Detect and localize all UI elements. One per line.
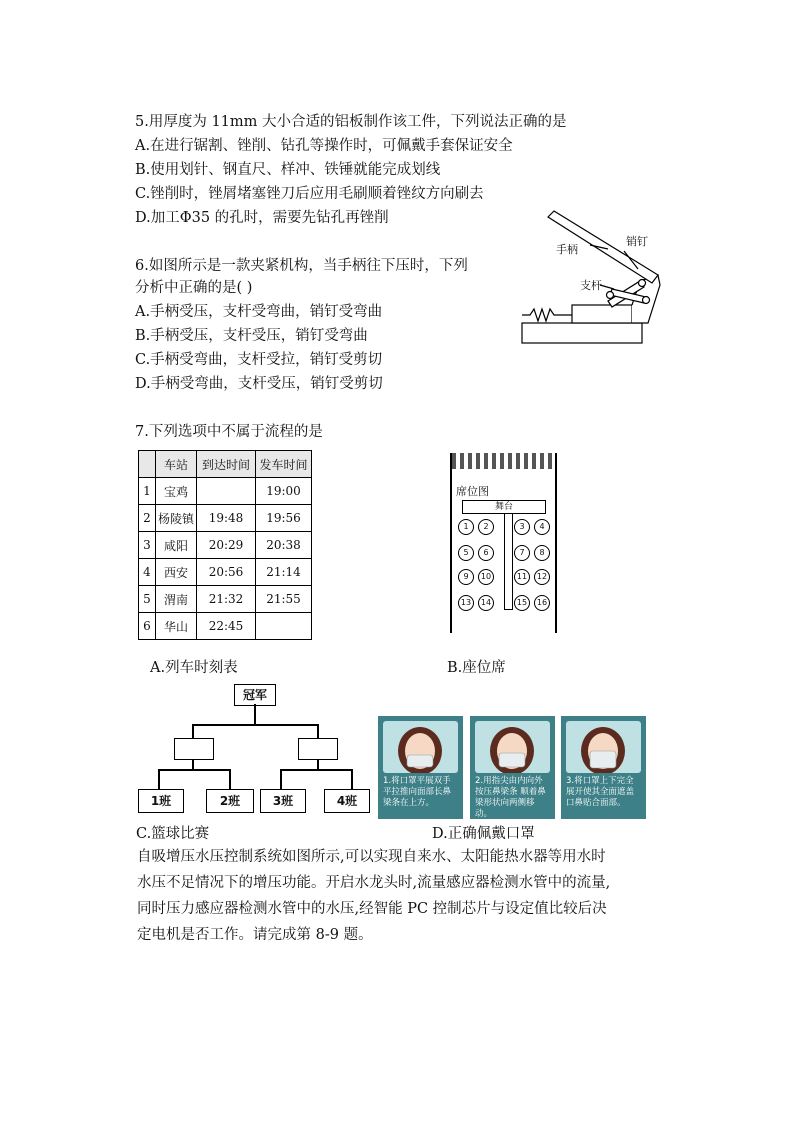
seat: 1 bbox=[458, 519, 474, 535]
q5-option-d: D.加工Φ35 的孔时，需要先钻孔再锉削 bbox=[135, 210, 389, 226]
seat: 2 bbox=[478, 519, 494, 535]
clamp-mechanism-drawing bbox=[520, 205, 670, 345]
q5-stem: 5.用厚度为 11mm 大小合适的铝板制作该工件，下列说法正确的是 bbox=[135, 114, 567, 130]
curtain bbox=[452, 453, 555, 469]
table-cell bbox=[197, 478, 256, 505]
table-row bbox=[139, 586, 312, 613]
label-rod: 支杆 bbox=[580, 279, 602, 292]
passage-line: 定电机是否工作。请完成第 8-9 题。 bbox=[137, 927, 373, 943]
mask-step-2: 2.用指尖由内向外按压鼻梁条 顺着鼻梁形状向两侧移动。 bbox=[475, 776, 546, 819]
table-cell: 20:29 bbox=[197, 532, 256, 559]
table-cell: 1 bbox=[139, 478, 156, 505]
seat: 5 bbox=[458, 545, 474, 561]
team-box-3: 3班 bbox=[260, 789, 306, 813]
stage: 舞台 bbox=[462, 500, 546, 514]
passage-line: 自吸增压水压控制系统如图所示,可以实现自来水、太阳能热水器等用水时 bbox=[137, 849, 606, 865]
seat: 3 bbox=[514, 519, 530, 535]
table-cell: 宝鸡 bbox=[156, 478, 197, 505]
team-box-1: 1班 bbox=[138, 789, 184, 813]
table-cell: 5 bbox=[139, 586, 156, 613]
table-cell: 22:45 bbox=[197, 613, 256, 640]
q6-option-c: C.手柄受弯曲，支杆受拉，销钉受剪切 bbox=[135, 352, 383, 368]
table-cell: 咸阳 bbox=[156, 532, 197, 559]
tournament-bracket bbox=[136, 684, 372, 820]
seat: 14 bbox=[478, 595, 494, 611]
seat-chart bbox=[450, 453, 557, 633]
table-cell: 6 bbox=[139, 613, 156, 640]
label-handle: 手柄 bbox=[556, 243, 578, 256]
table-cell: 2 bbox=[139, 505, 156, 532]
passage-line: 同时压力感应器检测水管中的水压,经智能 PC 控制芯片与设定值比较后决 bbox=[137, 901, 607, 917]
table-cell: 21:55 bbox=[256, 586, 312, 613]
table-cell bbox=[256, 613, 312, 640]
passage-line: 水压不足情况下的增压功能。开启水龙头时,流量感应器检测水管中的流量, bbox=[137, 875, 611, 891]
caption-b: B.座位席 bbox=[447, 660, 506, 676]
table-cell: 19:48 bbox=[197, 505, 256, 532]
q5-option-b: B.使用划针、钢直尺、样冲、铁锤就能完成划线 bbox=[135, 162, 441, 178]
seat: 16 bbox=[534, 595, 550, 611]
mask-step-panel-2 bbox=[470, 716, 555, 819]
table-cell: 华山 bbox=[156, 613, 197, 640]
table-cell: 3 bbox=[139, 532, 156, 559]
face-icon bbox=[475, 721, 550, 773]
mask-step-3: 3.将口罩上下完全展开使其全面遮盖口鼻贴合面部。 bbox=[566, 776, 635, 808]
team-box-2: 2班 bbox=[206, 789, 254, 813]
table-cell: 19:56 bbox=[256, 505, 312, 532]
seat: 10 bbox=[478, 569, 494, 585]
table-cell: 4 bbox=[139, 559, 156, 586]
label-pin: 销钉 bbox=[626, 235, 648, 248]
table-row bbox=[139, 532, 312, 559]
mask-face-image bbox=[566, 721, 641, 773]
train-timetable bbox=[138, 450, 312, 640]
table-cell: 21:32 bbox=[197, 586, 256, 613]
table-cell: 20:38 bbox=[256, 532, 312, 559]
table-header: 发车时间 bbox=[256, 451, 312, 478]
table-header: 到达时间 bbox=[197, 451, 256, 478]
table-row bbox=[139, 559, 312, 586]
table-cell: 杨陵镇 bbox=[156, 505, 197, 532]
seat: 8 bbox=[534, 545, 550, 561]
face-icon bbox=[566, 721, 641, 773]
q6-option-d: D.手柄受弯曲，支杆受压，销钉受剪切 bbox=[135, 376, 383, 392]
seat-chart-title: 席位图 bbox=[456, 485, 489, 498]
seat: 7 bbox=[514, 545, 530, 561]
semifinal-box-right bbox=[298, 738, 338, 760]
seat: 6 bbox=[478, 545, 494, 561]
table-cell: 19:00 bbox=[256, 478, 312, 505]
table-cell: 20:56 bbox=[197, 559, 256, 586]
table-row bbox=[139, 613, 312, 640]
table-cell: 21:14 bbox=[256, 559, 312, 586]
seat: 4 bbox=[534, 519, 550, 535]
seat: 11 bbox=[514, 569, 530, 585]
q6-stem-line1: 6.如图所示是一款夹紧机构，当手柄往下压时，下列 bbox=[135, 258, 468, 274]
mask-step-1: 1.将口罩平展双手平拉推向面部长鼻梁条在上方。 bbox=[383, 776, 452, 808]
semifinal-box-left bbox=[174, 738, 214, 760]
seat: 15 bbox=[514, 595, 530, 611]
caption-d: D.正确佩戴口罩 bbox=[432, 826, 535, 842]
seat: 9 bbox=[458, 569, 474, 585]
q6-stem-line2: 分析中正确的是( ) bbox=[135, 280, 253, 296]
face-icon bbox=[383, 721, 458, 773]
caption-c: C.篮球比赛 bbox=[136, 826, 210, 842]
table-header bbox=[139, 451, 156, 478]
mask-face-image bbox=[383, 721, 458, 773]
team-box-4: 4班 bbox=[324, 789, 370, 813]
q6-option-a: A.手柄受压，支杆受弯曲，销钉受弯曲 bbox=[135, 304, 383, 320]
q5-option-a: A.在进行锯割、锉削、钻孔等操作时，可佩戴手套保证安全 bbox=[135, 138, 513, 154]
champion-box: 冠军 bbox=[234, 684, 276, 706]
table-row bbox=[139, 478, 312, 505]
table-cell: 渭南 bbox=[156, 586, 197, 613]
passage bbox=[137, 844, 677, 948]
table-header: 车站 bbox=[156, 451, 197, 478]
table-cell: 西安 bbox=[156, 559, 197, 586]
q7-stem: 7.下列选项中不属于流程的是 bbox=[135, 424, 323, 440]
clamp-mechanism-figure bbox=[520, 205, 670, 345]
mask-step-panel-1 bbox=[378, 716, 463, 819]
seat: 12 bbox=[534, 569, 550, 585]
q6-option-b: B.手柄受压，支杆受压，销钉受弯曲 bbox=[135, 328, 368, 344]
mask-face-image bbox=[475, 721, 550, 773]
mask-step-panel-3 bbox=[561, 716, 646, 819]
table-row bbox=[139, 505, 312, 532]
aisle bbox=[504, 513, 513, 610]
q5-option-c: C.锉削时，锉屑堵塞锉刀后应用毛刷顺着锉纹方向刷去 bbox=[135, 186, 484, 202]
caption-a: A.列车时刻表 bbox=[150, 660, 238, 676]
seat: 13 bbox=[458, 595, 474, 611]
